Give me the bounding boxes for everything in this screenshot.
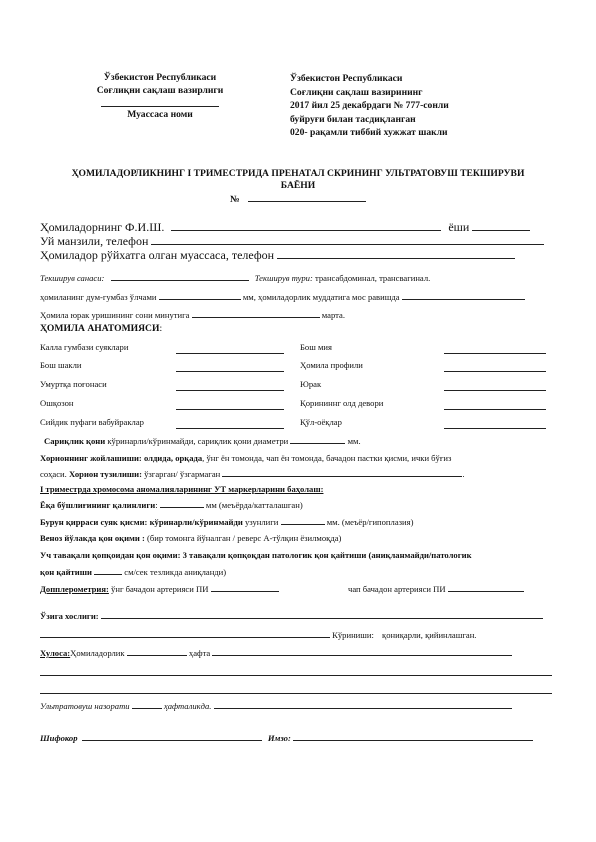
doppler-row xyxy=(40,584,279,594)
anatomy-heading-row xyxy=(40,323,162,334)
nt-field[interactable] xyxy=(160,506,204,508)
patient-name-label: Ҳомиладорнинг Ф.И.Ш. xyxy=(40,220,165,234)
title-line2: БАЁНИ xyxy=(280,180,316,191)
nt-row xyxy=(40,500,303,510)
signature-row xyxy=(40,733,533,743)
anatomy-heading-colon: : xyxy=(159,323,163,334)
conclusion-field[interactable] xyxy=(212,654,512,656)
anatomy-right-field[interactable] xyxy=(444,408,546,410)
anatomy-left-field[interactable] xyxy=(176,370,284,372)
nasal-row xyxy=(40,517,413,527)
nasal-field[interactable] xyxy=(281,523,325,525)
header-left-line1: Ўзбекистон Республикаси xyxy=(103,72,217,83)
exam-type-label: Текширув тури: xyxy=(254,273,313,283)
conclusion-weeks-field[interactable] xyxy=(127,654,187,656)
crl-field[interactable] xyxy=(159,298,241,300)
chorion-end: . xyxy=(462,469,465,479)
anatomy-right-field[interactable] xyxy=(444,370,546,372)
patient-age-label: ёши xyxy=(448,220,470,234)
doctor-field[interactable] xyxy=(82,739,262,741)
nasal-label: Бурун қирраси суяк қисми: кўринарли/кўринмайди xyxy=(40,517,243,527)
anatomy-left-1 xyxy=(40,360,82,370)
anatomy-item-label: Қорининнг олд девори xyxy=(300,398,384,408)
markers-heading: I триместрда хромосома аномалияларининг УТ маркерларини баҳолаш: xyxy=(40,484,324,494)
anatomy-right-1 xyxy=(300,360,363,370)
registered-label: Ҳомиладор рўйхатга олган муассаса, телефон xyxy=(40,248,275,262)
patient-age-field[interactable] xyxy=(472,229,530,231)
header-right-line3: 2017 йил 25 декабрдаги № 777-сонли xyxy=(290,100,449,111)
doppler-left-text: чап бачадон артерияси ПИ xyxy=(348,584,446,594)
followup-notes-field[interactable] xyxy=(214,707,512,709)
patient-name-row xyxy=(40,220,530,235)
nt-text: : xyxy=(155,500,158,510)
anatomy-left-field[interactable] xyxy=(176,352,284,354)
chorion-row xyxy=(40,453,451,463)
crl-unit: мм, ҳомиладорлик муддатига мос равишда xyxy=(242,292,400,302)
address-label: Уй манзили, телефон xyxy=(40,234,149,248)
features-row2 xyxy=(40,630,476,640)
anatomy-right-3 xyxy=(300,398,383,408)
chorion-structure-text: ўзгарган/ ўзгармаган xyxy=(141,469,221,479)
patient-name-field[interactable] xyxy=(171,229,441,231)
tr-field[interactable] xyxy=(94,573,122,575)
doppler-right-text: ўнг бачадон артерияси ПИ xyxy=(108,584,209,594)
anatomy-right-4 xyxy=(300,417,342,427)
anatomy-item-label: Сийдик пуфаги вабуйраклар xyxy=(40,417,144,427)
anatomy-left-field[interactable] xyxy=(176,408,284,410)
anatomy-right-field[interactable] xyxy=(444,389,546,391)
institution-name-line xyxy=(101,106,219,107)
view-options: қониқарли, қийинлашган. xyxy=(382,630,477,640)
anatomy-item-label: Калла гумбази суяклари xyxy=(40,342,129,352)
header-right-line5: 020- рақамли тиббий хужжат шакли xyxy=(290,127,448,138)
anatomy-item-label: Юрак xyxy=(300,379,322,389)
yolk-sac-row xyxy=(44,436,361,446)
features-field-2[interactable] xyxy=(40,636,330,638)
chorion-row2 xyxy=(40,469,465,479)
tr-row2 xyxy=(40,567,226,577)
chorion-text1: олдида, орқада xyxy=(141,453,203,463)
tr-unit: см/сек тезликда аниқланди) xyxy=(124,567,227,577)
dv-text: (бир томонга йўналган / реверс А-тўлқин ёзилмоқда) xyxy=(144,533,342,543)
heart-rate-field[interactable] xyxy=(192,316,320,318)
anatomy-left-4 xyxy=(40,417,144,427)
chorion-text3: соҳаси. xyxy=(40,469,67,479)
anatomy-item-label: Бош шакли xyxy=(40,360,82,370)
sign-label: Имзо: xyxy=(267,733,291,743)
heart-rate-label: Ҳомила юрак уришининг сони минутига xyxy=(40,310,190,320)
yolk-sac-field[interactable] xyxy=(290,442,345,444)
patient-address-row xyxy=(40,234,544,249)
conclusion-line-2[interactable] xyxy=(40,674,552,676)
title-line1: ҲОМИЛАДОРЛИКНИНГ I ТРИМЕСТРИДА ПРЕНАТАЛ СКРИНИНГ УЛЬТРАТОВУШ ТЕКШИРУВИ xyxy=(71,168,525,179)
header-left-line3: Муассаса номи xyxy=(127,109,193,120)
conclusion-label: Хулоса: xyxy=(40,648,71,658)
title-number xyxy=(30,194,566,206)
anatomy-item-label: Ошқозон xyxy=(40,398,74,408)
conclusion-row xyxy=(40,648,512,658)
heart-rate-row xyxy=(40,310,345,320)
anatomy-item-label: Умуртқа поғонаси xyxy=(40,379,107,389)
conclusion-text: Ҳомиладорлик xyxy=(70,648,125,658)
chorion-text2: , ўнг ён томонда, чап ён томонда, бачадон пастки қисми, ички бўғиз xyxy=(202,453,452,463)
exam-date-label: Текширув санаси: xyxy=(40,273,105,283)
yolk-sac-label: Сариқлик қони xyxy=(44,436,106,446)
number-field[interactable] xyxy=(248,200,366,202)
anatomy-left-0 xyxy=(40,342,128,352)
tr-label: Уч тавақали қопқоидан қон оқими: 3 тавақали қопқоқдан патологик қон қайтиши (аниқланмайди/патологик xyxy=(40,550,472,560)
features-row xyxy=(40,611,543,621)
dv-row xyxy=(40,533,341,543)
anatomy-right-field[interactable] xyxy=(444,427,546,429)
heart-rate-unit: марта. xyxy=(321,310,345,320)
chorion-structure-field[interactable] xyxy=(222,475,462,477)
exam-date-field[interactable] xyxy=(111,279,249,281)
yolk-sac-text: кўринарли/кўринмайди, сариқлик қони диаметри xyxy=(105,436,289,446)
header-right-line1: Ўзбекистон Республикаси xyxy=(290,73,403,84)
header-right-line2: Соғлиқни сақлаш вазирининг xyxy=(290,86,423,98)
address-field[interactable] xyxy=(151,243,544,245)
crl-label: ҳомиланинг дум-гумбаз ўлчами xyxy=(40,292,157,302)
tr-label2: қон қайтиши xyxy=(40,567,92,577)
tr-row xyxy=(40,550,472,560)
anatomy-item-label: Бош мия xyxy=(300,342,332,352)
features-label: Ўзига хослиги: xyxy=(40,611,99,621)
chorion-label: Хорионнинг жойлашиши: xyxy=(40,453,142,463)
doppler-left-row xyxy=(348,584,524,594)
anatomy-left-field[interactable] xyxy=(176,389,284,391)
anatomy-right-field[interactable] xyxy=(444,352,546,354)
anatomy-right-0 xyxy=(300,342,332,352)
header-right-line4: буйруғи билан тасдиқланган xyxy=(290,113,416,125)
nt-unit: мм (меъёрда/катталашган) xyxy=(205,500,303,510)
anatomy-item-label: Ҳомила профили xyxy=(300,360,363,370)
number-label: № xyxy=(229,194,240,205)
followup-text2: ҳафталикда. xyxy=(163,701,212,711)
gestational-age-field[interactable] xyxy=(402,298,525,300)
exam-date-row xyxy=(40,273,430,283)
anatomy-heading: ҲОМИЛА АНАТОМИЯСИ xyxy=(40,323,160,334)
header-left-line2: Соғлиқни сақлаш вазирлиги xyxy=(96,85,224,96)
doppler-left-field[interactable] xyxy=(448,590,524,592)
conclusion-weeks: ҳафта xyxy=(188,648,211,658)
sign-field[interactable] xyxy=(293,739,533,741)
conclusion-line-3[interactable] xyxy=(40,692,552,694)
registered-field[interactable] xyxy=(277,257,515,259)
nasal-unit: мм. (меъёр/гипоплазия) xyxy=(326,517,414,527)
doctor-label: Шифокор xyxy=(40,733,78,743)
chorion-structure-label: Хорион тузилиши: xyxy=(66,469,142,479)
nt-label: Ёқа бўшлиғининг қалинлиги xyxy=(40,500,156,510)
dv-label: Веноз йўлакда қон оқими : xyxy=(40,533,145,543)
nasal-text: узунлиги xyxy=(242,517,279,527)
followup-text1: Ультратовуш назорати xyxy=(40,701,130,711)
crl-row xyxy=(40,292,525,302)
anatomy-item-label: Қўл-оёқлар xyxy=(300,417,342,427)
doppler-right-field[interactable] xyxy=(211,590,279,592)
anatomy-left-3 xyxy=(40,398,74,408)
features-field[interactable] xyxy=(101,617,543,619)
followup-field[interactable] xyxy=(132,707,162,709)
followup-row xyxy=(40,701,512,711)
anatomy-left-field[interactable] xyxy=(176,427,284,429)
anatomy-right-2 xyxy=(300,379,321,389)
anatomy-left-2 xyxy=(40,379,107,389)
registered-row xyxy=(40,248,515,263)
exam-type-value: трансабдоминал, трансвагинал. xyxy=(314,273,431,283)
view-label: Кўриниши: xyxy=(332,630,374,640)
header-right-approval xyxy=(290,72,449,140)
doppler-label: Допплерометрия: xyxy=(40,584,109,594)
document-title xyxy=(30,168,566,206)
header-left-ministry xyxy=(70,72,250,120)
yolk-sac-unit: мм. xyxy=(347,436,361,446)
